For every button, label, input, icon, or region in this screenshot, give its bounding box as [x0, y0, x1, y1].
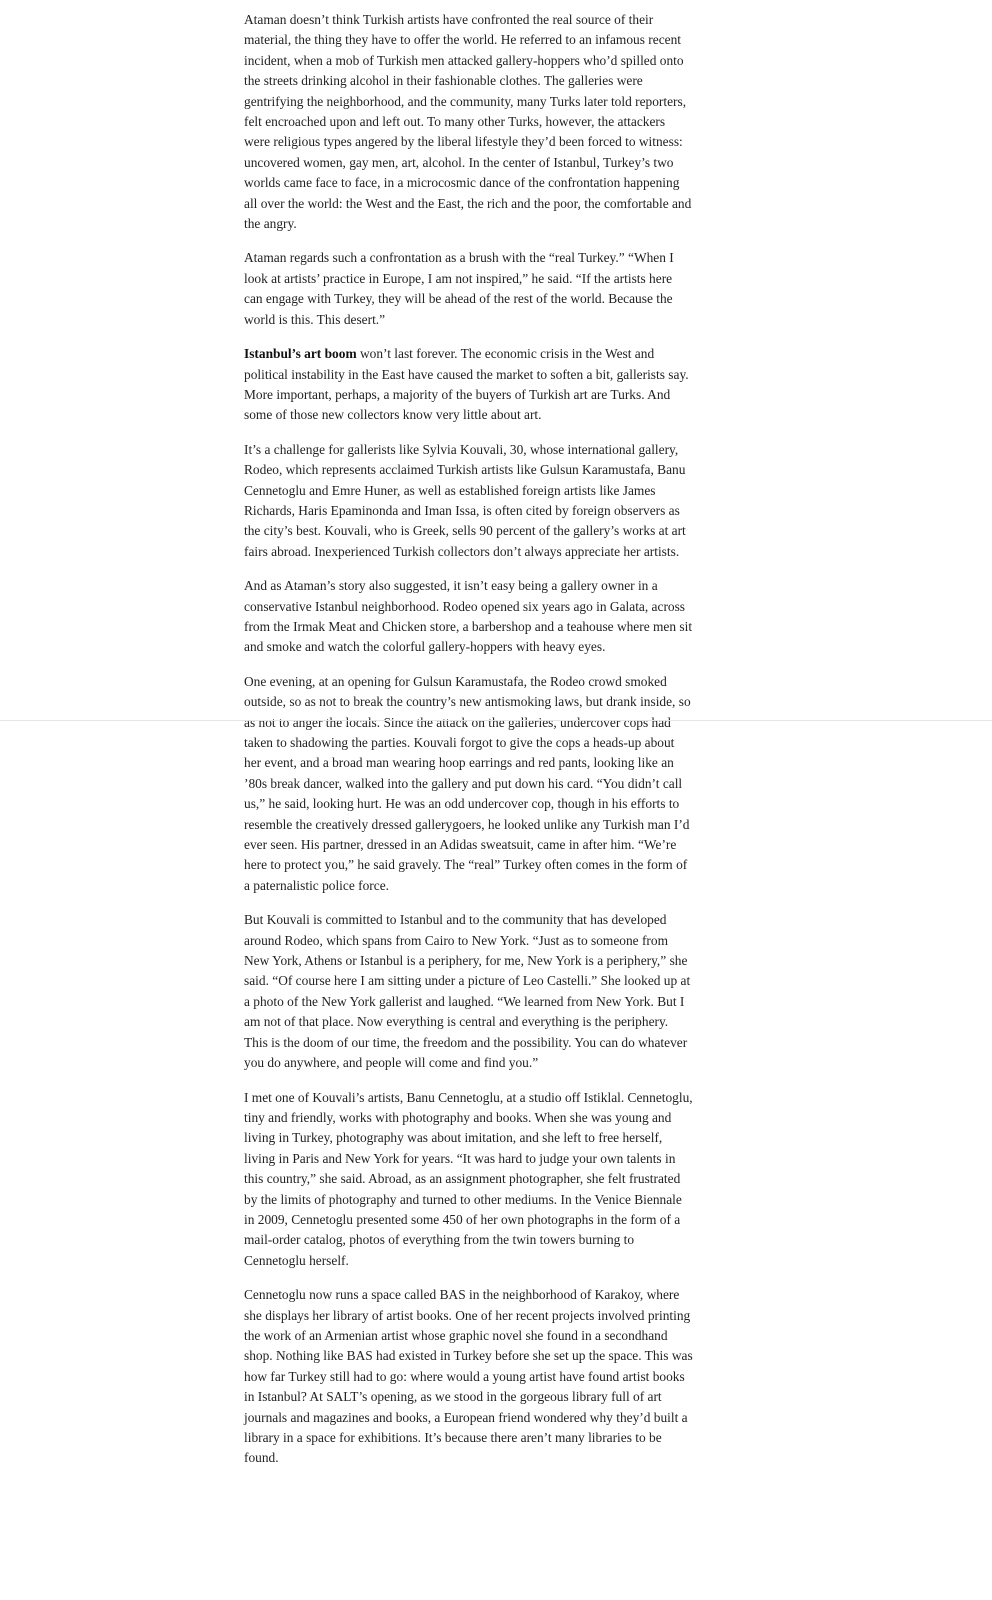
paragraph-6: One evening, at an opening for Gulsun Karamustafa, the Rodeo crowd smoked outside, so as not to break the country’s new antismoking laws, but drank inside, so as not to anger the locals. Since the attack on the galleries, undercover cops had taken to shadowing the parties. Kouvali forgot to give the cops a heads-up about her event, and a broad man wearing hoop earrings and red pants, looking like an ’80s break dancer, walked into the gallery and put down his card. “You didn’t call us,” he said, looking hurt. He was an odd undercover cop, though in his efforts to resemble the creatively dressed gallerygoers, he looked unlike any Turkish man I’d ever seen. His partner, dressed in an Adidas sweatsuit, came in after him. “We’re here to protect you,” he said gravely. The “real” Turkey often comes in the form of a paternalistic police force.	[244, 673, 691, 893]
paragraph-8: I met one of Kouvali’s artists, Banu Cennetoglu, at a studio off Istiklal. Cennetoglu, tiny and friendly, works with photography and books. When she was young and living in Turkey, photography was about imitation, and she left to free herself, living in Paris and New York for years. “It was hard to judge your own talents in this country,” she said. Abroad, as an assignment photographer, she felt frustrated by the limits of photography and turned to other mediums. In the Venice Biennale in 2009, Cennetoglu presented some 450 of her own photographs in the form of a mail-order catalog, photos of everything from the twin towers burning to Cennetoglu herself.	[244, 1089, 693, 1268]
paragraph-9: Cennetoglu now runs a space called BAS in the neighborhood of Karakoy, where she displays her library of artist books. One of her recent projects involved printing the work of an Armenian artist whose graphic novel she found in a secondhand shop. Nothing like BAS had existed in Turkey before she set up the space. This was how far Turkey still had to go: where would a young artist have found artist books in Istanbul? At SALT’s opening, as we stood in the gorgeous library full of art journals and magazines and books, a European friend wondered why they’d built a library in a space for exhibitions. It’s because there aren’t many libraries to be found.	[244, 1287, 693, 1466]
paragraph-3	[244, 344, 694, 426]
section-lead-in: Istanbul’s art boom	[244, 346, 357, 362]
paragraph-2: Ataman regards such a confrontation as a brush with the “real Turkey.” “When I look at artists’ practice in Europe, I am not inspired,” he said. “If the artists here can engage with Turkey, they will be ahead of the rest of the world. Because the world is this. This desert.”	[244, 250, 674, 327]
article-body	[244, 10, 694, 1483]
page-divider	[0, 720, 992, 721]
paragraph-1: Ataman doesn’t think Turkish artists have confronted the real source of their material, the thing they have to offer the world. He referred to an infamous recent incident, when a mob of Turkish men attacked gallery-hoppers who’d spilled onto the streets drinking alcohol in their fashionable clothes. The galleries were gentrifying the neighborhood, and the community, many Turks later told reporters, felt encroached upon and left out. To many other Turks, however, the attackers were religious types angered by the liberal lifestyle they’d been forced to witness: uncovered women, gay men, art, alcohol. In the center of Istanbul, Turkey’s two worlds came face to face, in a microcosmic dance of the confrontation happening all over the world: the West and the East, the rich and the poor, the comfortable and the angry.	[244, 12, 692, 232]
paragraph-5: And as Ataman’s story also suggested, it isn’t easy being a gallery owner in a conservative Istanbul neighborhood. Rodeo opened six years ago in Galata, across from the Irmak Meat and Chicken store, a barbershop and a teahouse where men sit and smoke and watch the colorful gallery-hoppers with heavy eyes.	[244, 578, 693, 655]
paragraph-7: But Kouvali is committed to Istanbul and to the community that has developed around Rodeo, which spans from Cairo to New York. “Just as to someone from New York, Athens or Istanbul is a periphery, for me, New York is a periphery,” she said. “Of course here I am sitting under a picture of Leo Castelli.” She looked up at a photo of the New York gallerist and laughed. “We learned from New York. But I am not of that place. Now everything is central and everything is the periphery. This is the doom of our time, the freedom and the possibility. You can do whatever you do anywhere, and people will come and find you.”	[244, 912, 691, 1071]
paragraph-4: It’s a challenge for gallerists like Sylvia Kouvali, 30, whose international gallery, Rodeo, which represents acclaimed Turkish artists like Gulsun Karamustafa, Banu Cennetoglu and Emre Huner, as well as established foreign artists like James Richards, Haris Epaminonda and Iman Issa, is often cited by foreign observers as the city’s best. Kouvali, who is Greek, sells 90 percent of the gallery’s works at art fairs abroad. Inexperienced Turkish collectors don’t always appreciate her artists.	[244, 441, 686, 559]
paragraph-3-text: won’t last forever. The economic crisis in the West and political instability in the East have caused the market to soften a bit, gallerists say. More important, perhaps, a majority of the buyers of Turkish art are Turks. And some of those new collectors know very little about art.	[244, 346, 689, 423]
